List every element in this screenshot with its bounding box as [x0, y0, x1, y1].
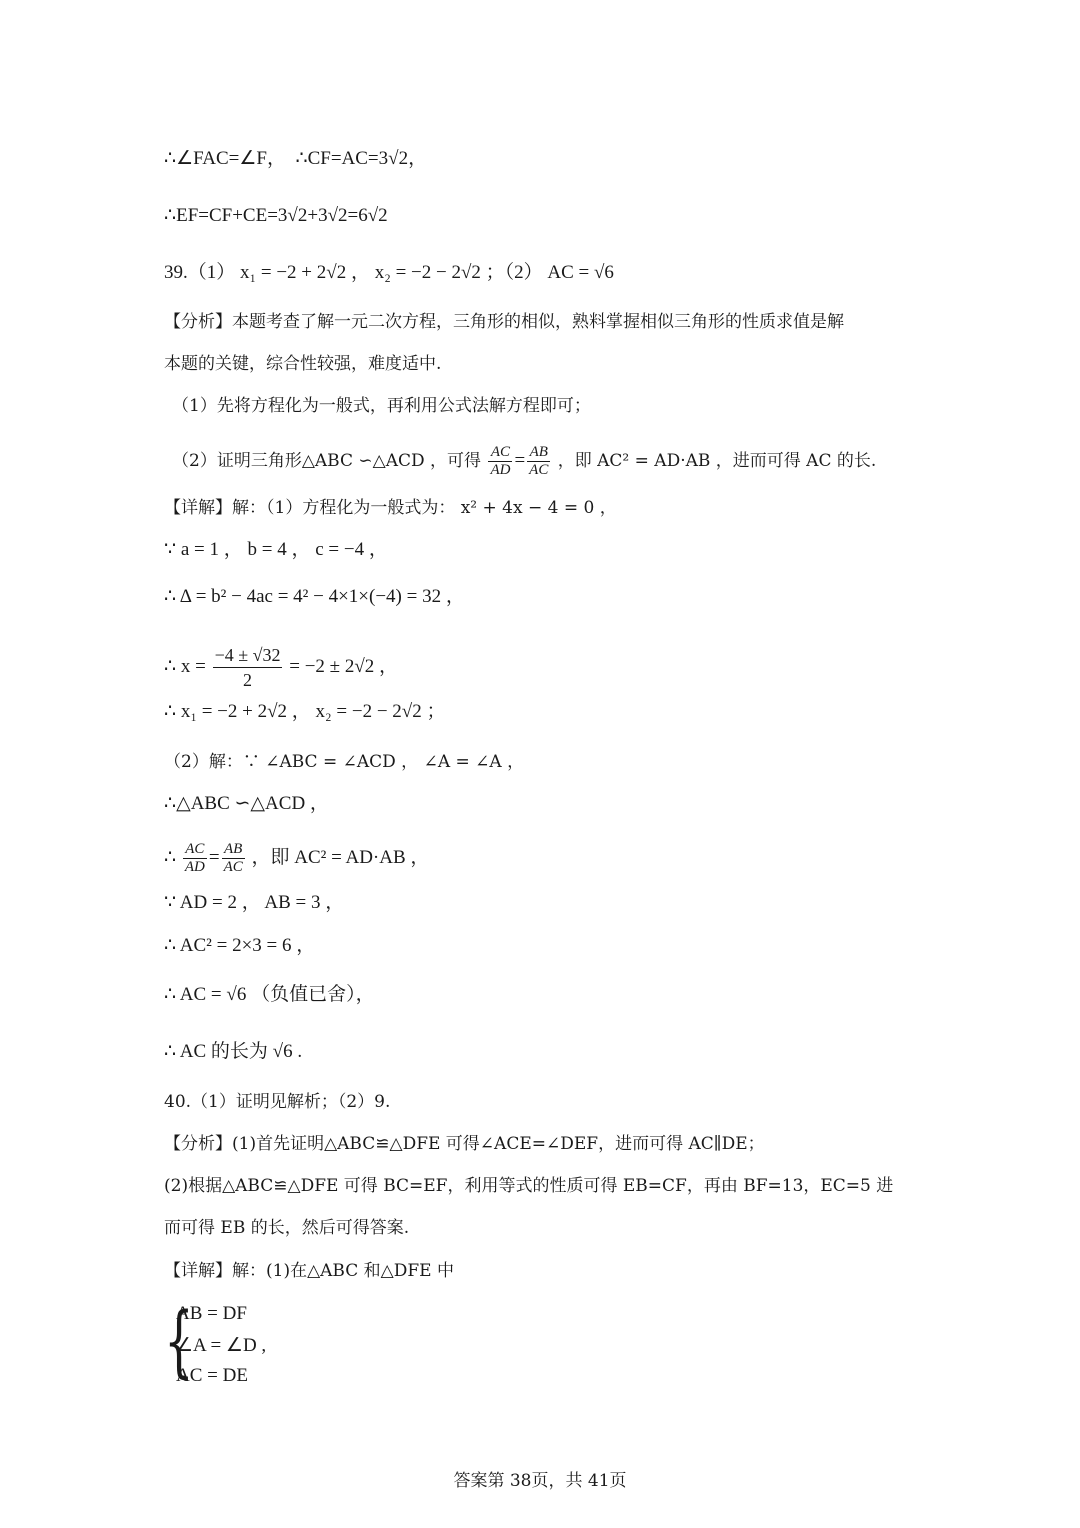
line-ef-sum: ∴EF=CF+CE=3√2+3√2=6√2: [164, 205, 388, 226]
system-row-1: AB = DF: [176, 1303, 247, 1324]
analysis-39-line2: 本题的关键，综合性较强，难度适中.: [164, 354, 442, 374]
detail-40-intro: 【详解】解：(1)在△ABC 和△DFE 中: [164, 1261, 454, 1281]
page-footer: 答案第 38页，共 41页: [453, 1471, 627, 1491]
fraction-ac-ad: [488, 444, 512, 479]
quadratic-formula: [164, 643, 398, 692]
fraction-quadratic: [213, 643, 283, 692]
given-lengths: ∵ AD = 2 ， AB = 3 ，: [164, 892, 345, 913]
fraction-numerator: −4 ± √32: [213, 643, 283, 668]
left-brace: {: [164, 1297, 194, 1387]
step2-prefix: （2）证明三角形△ABC ∽△ACD ，可得: [172, 451, 482, 471]
analysis-40-line2: (2)根据△ABC≌△DFE 可得 BC=EF，利用等式的性质可得 EB=CF，再由 BF=13，EC=5 进: [164, 1176, 894, 1196]
system-row-2: ∠A = ∠D ,: [176, 1335, 267, 1356]
fraction-denominator: AD: [184, 859, 205, 875]
similar-triangles: ∴△ABC ∽△ACD ，: [164, 793, 329, 814]
step2-suffix: ，即 AC² = AD·AB ，进而可得 AC 的长.: [557, 451, 877, 471]
fraction-numerator: AB: [527, 444, 550, 462]
ac-value: ∴ AC = √6 （负值已舍），: [164, 984, 375, 1005]
analysis-40-line3: 而可得 EB 的长，然后可得答案.: [164, 1218, 410, 1238]
fraction-numerator: AC: [488, 444, 512, 462]
fraction-ab-ac: [527, 444, 550, 479]
discriminant: ∴ Δ = b² − 4ac = 4² − 4×1×(−4) = 32 ，: [164, 586, 465, 607]
ac-conclusion: ∴ AC 的长为 √6 .: [164, 1041, 303, 1062]
fraction-numerator: AC: [183, 841, 207, 859]
formula-suffix: = −2 ± 2√2 ，: [289, 655, 399, 677]
system-row-3: AC = DE: [176, 1365, 248, 1386]
ratio-line: [164, 841, 429, 876]
fraction-denominator: AC: [529, 462, 549, 478]
equals-sign: =: [208, 846, 220, 868]
ratio-prefix: ∴: [164, 846, 177, 868]
analysis-40-line1: 【分析】(1)首先证明△ABC≌△DFE 可得∠ACE=∠DEF，进而可得 AC∥DE；: [164, 1134, 765, 1154]
detail-39-intro: 【详解】解：（1）方程化为一般式为： x² + 4x − 4 = 0 ，: [164, 498, 617, 518]
analysis-39-step2: [172, 444, 876, 479]
detail-39-part2: （2）解：∵ ∠ABC = ∠ACD ， ∠A = ∠A ，: [164, 752, 525, 772]
formula-prefix: ∴ x =: [164, 655, 206, 677]
fraction-denominator: AC: [223, 859, 243, 875]
answer-39: 39.（1） x₁ = −2 + 2√2 ， x₂ = −2 − 2√2 ；（2） AC = √6: [164, 262, 614, 283]
fraction-ab-ac: [222, 841, 245, 876]
analysis-39-step1: （1）先将方程化为一般式，再利用公式法解方程即可；: [172, 396, 591, 416]
analysis-39-line1: 【分析】本题考查了解一元二次方程，三角形的相似，熟料掌握相似三角形的性质求值是解: [164, 312, 844, 332]
roots: ∴ x₁ = −2 + 2√2 ， x₂ = −2 − 2√2 ；: [164, 701, 446, 722]
fraction-ac-ad: [183, 841, 207, 876]
line-angle-fac: ∴∠FAC=∠F， ∴CF=AC=3√2，: [164, 148, 428, 169]
fraction-denominator: 2: [243, 670, 253, 690]
answer-40: 40.（1）证明见解析；（2）9.: [164, 1092, 391, 1112]
coefficients: ∵ a = 1 ， b = 4 ， c = −4 ，: [164, 539, 388, 560]
fraction-numerator: AB: [222, 841, 245, 859]
ratio-suffix: ，即 AC² = AD·AB ，: [251, 846, 430, 868]
fraction-denominator: AD: [490, 462, 511, 478]
ac-squared: ∴ AC² = 2×3 = 6 ，: [164, 935, 316, 956]
equals-sign: =: [514, 450, 526, 471]
